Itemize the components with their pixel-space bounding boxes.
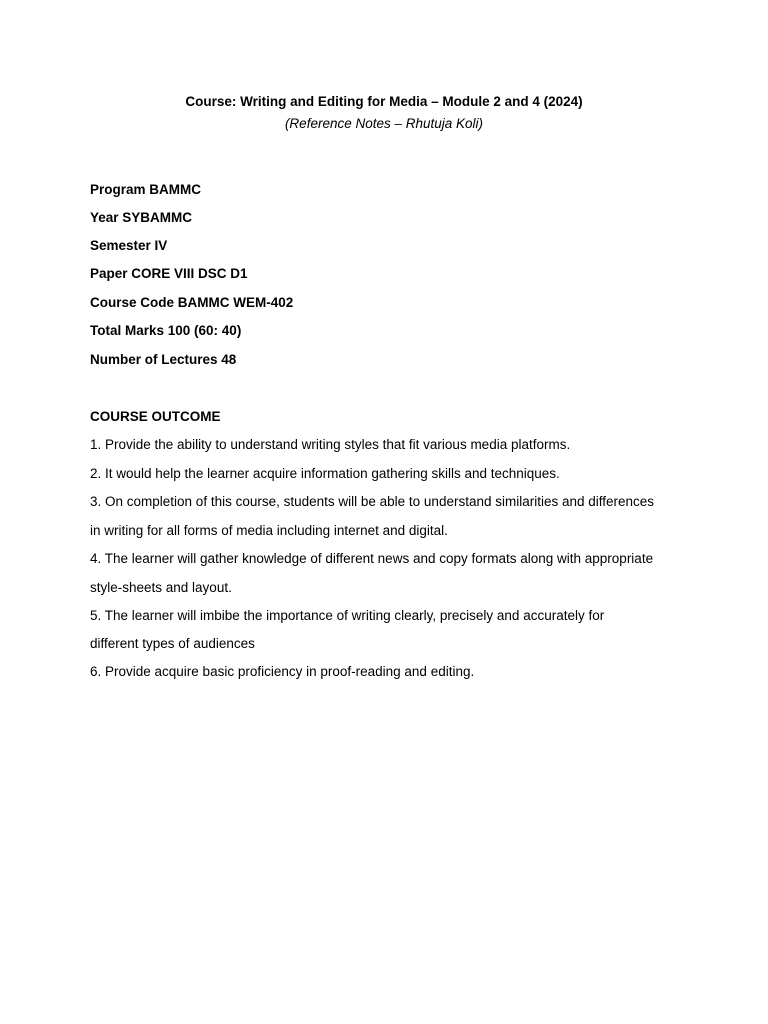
outcome-line: 3. On completion of this course, students will be able to understand similarities and differences — [90, 494, 655, 509]
detail-year: Year SYBAMMC — [90, 210, 193, 225]
outcome-line: 2. It would help the learner acquire information gathering skills and techniques. — [90, 466, 560, 481]
detail-paper: Paper CORE VIII DSC D1 — [90, 266, 248, 281]
outcome-line: 5. The learner will imbibe the importance of writing clearly, precisely and accurately for — [90, 608, 605, 623]
detail-lectures: Number of Lectures 48 — [90, 352, 237, 367]
outcome-line: 4. The learner will gather knowledge of different news and copy formats along with appropriate — [90, 551, 654, 566]
document-title: Course: Writing and Editing for Media – Module 2 and 4 (2024) — [185, 94, 583, 109]
course-outcome-heading: COURSE OUTCOME — [90, 409, 221, 424]
outcome-line: different types of audiences — [90, 636, 255, 651]
detail-program: Program BAMMC — [90, 182, 202, 197]
outcome-line: 6. Provide acquire basic proficiency in proof-reading and editing. — [90, 664, 475, 679]
outcome-line: style-sheets and layout. — [90, 580, 232, 595]
detail-course-code: Course Code BAMMC WEM-402 — [90, 295, 294, 310]
document-subtitle: (Reference Notes – Rhutuja Koli) — [284, 116, 484, 131]
outcome-line: 1. Provide the ability to understand writing styles that fit various media platforms. — [90, 437, 571, 452]
outcome-line: in writing for all forms of media including internet and digital. — [90, 523, 448, 538]
detail-total-marks: Total Marks 100 (60: 40) — [90, 323, 242, 338]
detail-semester: Semester IV — [90, 238, 168, 253]
